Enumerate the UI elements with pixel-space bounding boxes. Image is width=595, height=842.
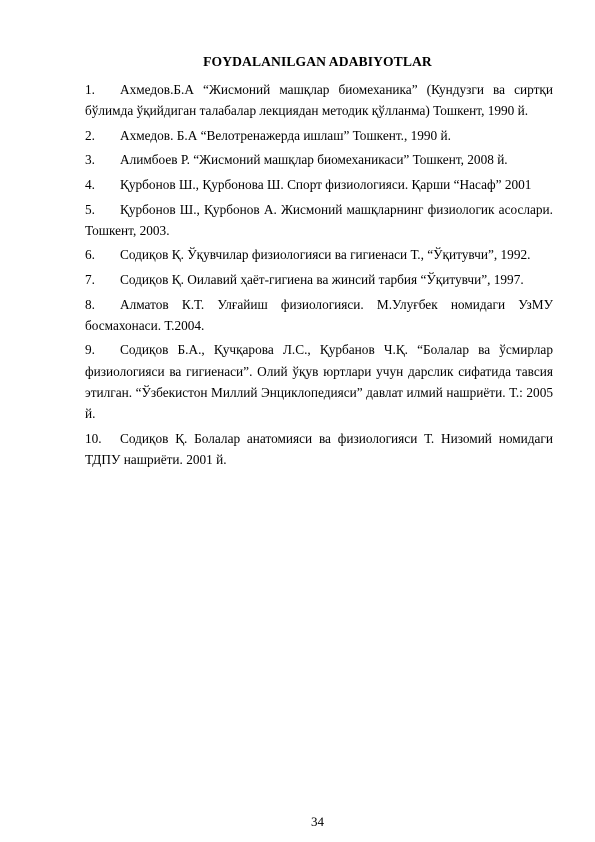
page-title: FOYDALANILGAN ADABIYOTLAR [203, 54, 432, 69]
reference-text: Ахмедов. Б.А “Велотренажерда ишлаш” Тошкент., 1990 й. [120, 127, 451, 143]
reference-list [85, 79, 553, 473]
reference-item [85, 174, 553, 195]
reference-text: Содиқов Қ. Оилавий ҳаёт-гигиена ва жинсий тарбия “Ўқитувчи”, 1997. [120, 271, 524, 287]
page-number: 34 [311, 814, 324, 829]
reference-number: 2. [85, 127, 95, 143]
reference-number: 5. [85, 201, 95, 217]
reference-text: Ахмедов.Б.А “Жисмоний машқлар биомеханика” (Кундузги ва сиртқи бўлимда ўқийдиган талабалар лекциядан методик қўлланма) Тошкент, 1990 й. [85, 82, 553, 119]
reference-item [85, 339, 553, 424]
reference-text: Содиқов Қ. Болалар анатомияси ва физиологияси Т. Низомий номидаги ТДПУ нашриёти. 2001 й. [85, 430, 553, 467]
reference-text: Қурбонов Ш., Қурбонов А. Жисмоний машқларнинг физиологик асослари. Тошкент, 2003. [85, 201, 553, 238]
reference-number: 3. [85, 152, 95, 168]
reference-item [85, 428, 553, 470]
reference-text: Қурбонов Ш., Қурбонова Ш. Спорт физиологияси. Қарши “Насаф” 2001 [120, 176, 532, 192]
reference-item [85, 199, 553, 241]
reference-number: 1. [85, 82, 95, 97]
reference-text: Содиқов Қ. Ўқувчилар физиологияси ва гигиенаси Т., “Ўқитувчи”, 1992. [120, 247, 531, 263]
reference-item [85, 149, 553, 170]
reference-number: 4. [85, 176, 95, 192]
reference-number: 10. [85, 430, 102, 446]
reference-number: 9. [85, 342, 95, 358]
reference-number: 7. [85, 271, 95, 287]
reference-item [85, 79, 553, 121]
reference-text: Алматов К.Т. Улғайиш физиологияси. М.Улуғбек номидаги УзМУ босмахонаси. Т.2004. [85, 296, 553, 333]
reference-item [85, 125, 553, 146]
reference-item [85, 269, 553, 290]
reference-text: Содиқов Б.А., Қучқарова Л.С., Қурбанов Ч.Қ. “Болалар ва ўсмирлар физиологияси ва гигиенаси”. Олий ўқув юртлари учун дарслик сифатида тавсия этилган. “Ўзбекистон Миллий Энциклопедияси” давлат илмий нашриёти. Т.: 2005 й. [85, 342, 553, 421]
reference-item [85, 244, 553, 265]
reference-number: 6. [85, 247, 95, 263]
reference-item [85, 294, 553, 336]
reference-text: Алимбоев Р. “Жисмоний машқлар биомеханикаси” Тошкент, 2008 й. [120, 152, 508, 168]
reference-number: 8. [85, 296, 95, 312]
